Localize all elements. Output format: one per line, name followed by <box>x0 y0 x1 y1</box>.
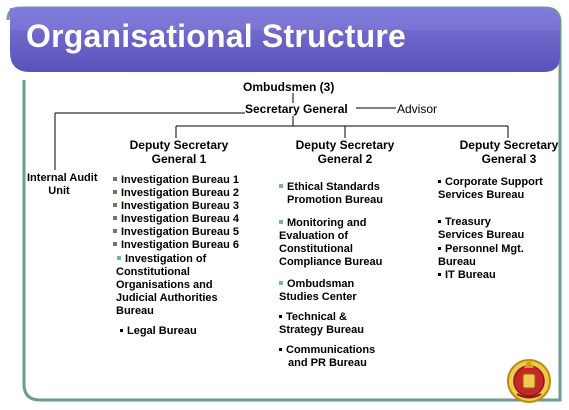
deputy-sg-3-line-2: General 3 <box>481 152 537 166</box>
internal-audit-node <box>27 172 98 198</box>
list-item: Ethical Standards Promotion Bureau <box>279 181 383 207</box>
ombudsmen-node: Ombudsmen (3) <box>243 80 335 94</box>
list-item: Investigation of Constitutional Organisations and Judicial Authorities Bureau <box>116 253 218 317</box>
bullet-icon <box>117 256 121 260</box>
dsg3-bureau-list <box>438 176 543 282</box>
bullet-icon <box>113 190 117 194</box>
bullet-icon <box>438 247 441 250</box>
deputy-sg-3 <box>458 138 560 166</box>
bullet-icon <box>279 348 282 351</box>
bullet-icon <box>279 184 283 188</box>
bullet-icon <box>113 216 117 220</box>
list-item: Ombudsman Studies Center <box>279 278 357 303</box>
deputy-sg-2-line-2: General 2 <box>317 152 373 166</box>
list-item: Investigation Bureau 2 <box>113 187 239 200</box>
bullet-icon <box>113 242 117 246</box>
deputy-sg-2-line-1: Deputy Secretary <box>295 138 395 152</box>
bullet-icon <box>438 220 441 223</box>
deputy-sg-1-line-1: Deputy Secretary <box>129 138 229 152</box>
page-title: Organisational Structure <box>26 18 406 54</box>
advisor-node: Advisor <box>397 102 438 116</box>
list-item: Communications and PR Bureau <box>279 344 383 370</box>
list-item: Investigation Bureau 4 <box>113 213 239 226</box>
internal-audit-line-1: Internal Audit <box>27 172 98 184</box>
deputy-sg-2 <box>294 138 396 166</box>
list-item: Investigation Bureau 3 <box>113 200 239 213</box>
list-item: Investigation Bureau 1 <box>113 174 239 187</box>
list-item: IT Bureau <box>438 269 543 282</box>
list-item: Treasury Services Bureau <box>438 216 525 241</box>
internal-audit-line-2: Unit <box>48 185 70 197</box>
list-item: Monitoring and Evaluation of Constitutional Compliance Bureau <box>279 217 383 268</box>
dsg1-bureau-list <box>113 174 239 338</box>
deputy-sg-1 <box>128 138 230 166</box>
emblem-logo <box>505 354 553 404</box>
bullet-icon <box>279 315 282 318</box>
dsg2-bureau-list <box>279 181 383 370</box>
secretary-general-node: Secretary General <box>245 102 348 116</box>
list-item: Corporate Support Services Bureau <box>438 176 543 201</box>
list-item: Investigation Bureau 6 <box>113 239 239 252</box>
bullet-icon <box>438 180 441 183</box>
list-item: Technical & Strategy Bureau <box>279 311 364 336</box>
deputy-sg-1-line-2: General 1 <box>151 152 207 166</box>
bullet-icon <box>113 203 117 207</box>
bullet-icon <box>279 220 283 224</box>
bullet-icon <box>279 281 283 285</box>
list-item: Investigation Bureau 5 <box>113 226 239 239</box>
list-item: Legal Bureau <box>113 325 239 338</box>
bullet-icon <box>113 229 117 233</box>
bullet-icon <box>113 177 117 181</box>
bullet-icon <box>120 329 123 332</box>
deputy-sg-3-line-1: Deputy Secretary <box>459 138 559 152</box>
list-item: Personnel Mgt. Bureau <box>438 243 524 268</box>
bullet-icon <box>438 273 441 276</box>
